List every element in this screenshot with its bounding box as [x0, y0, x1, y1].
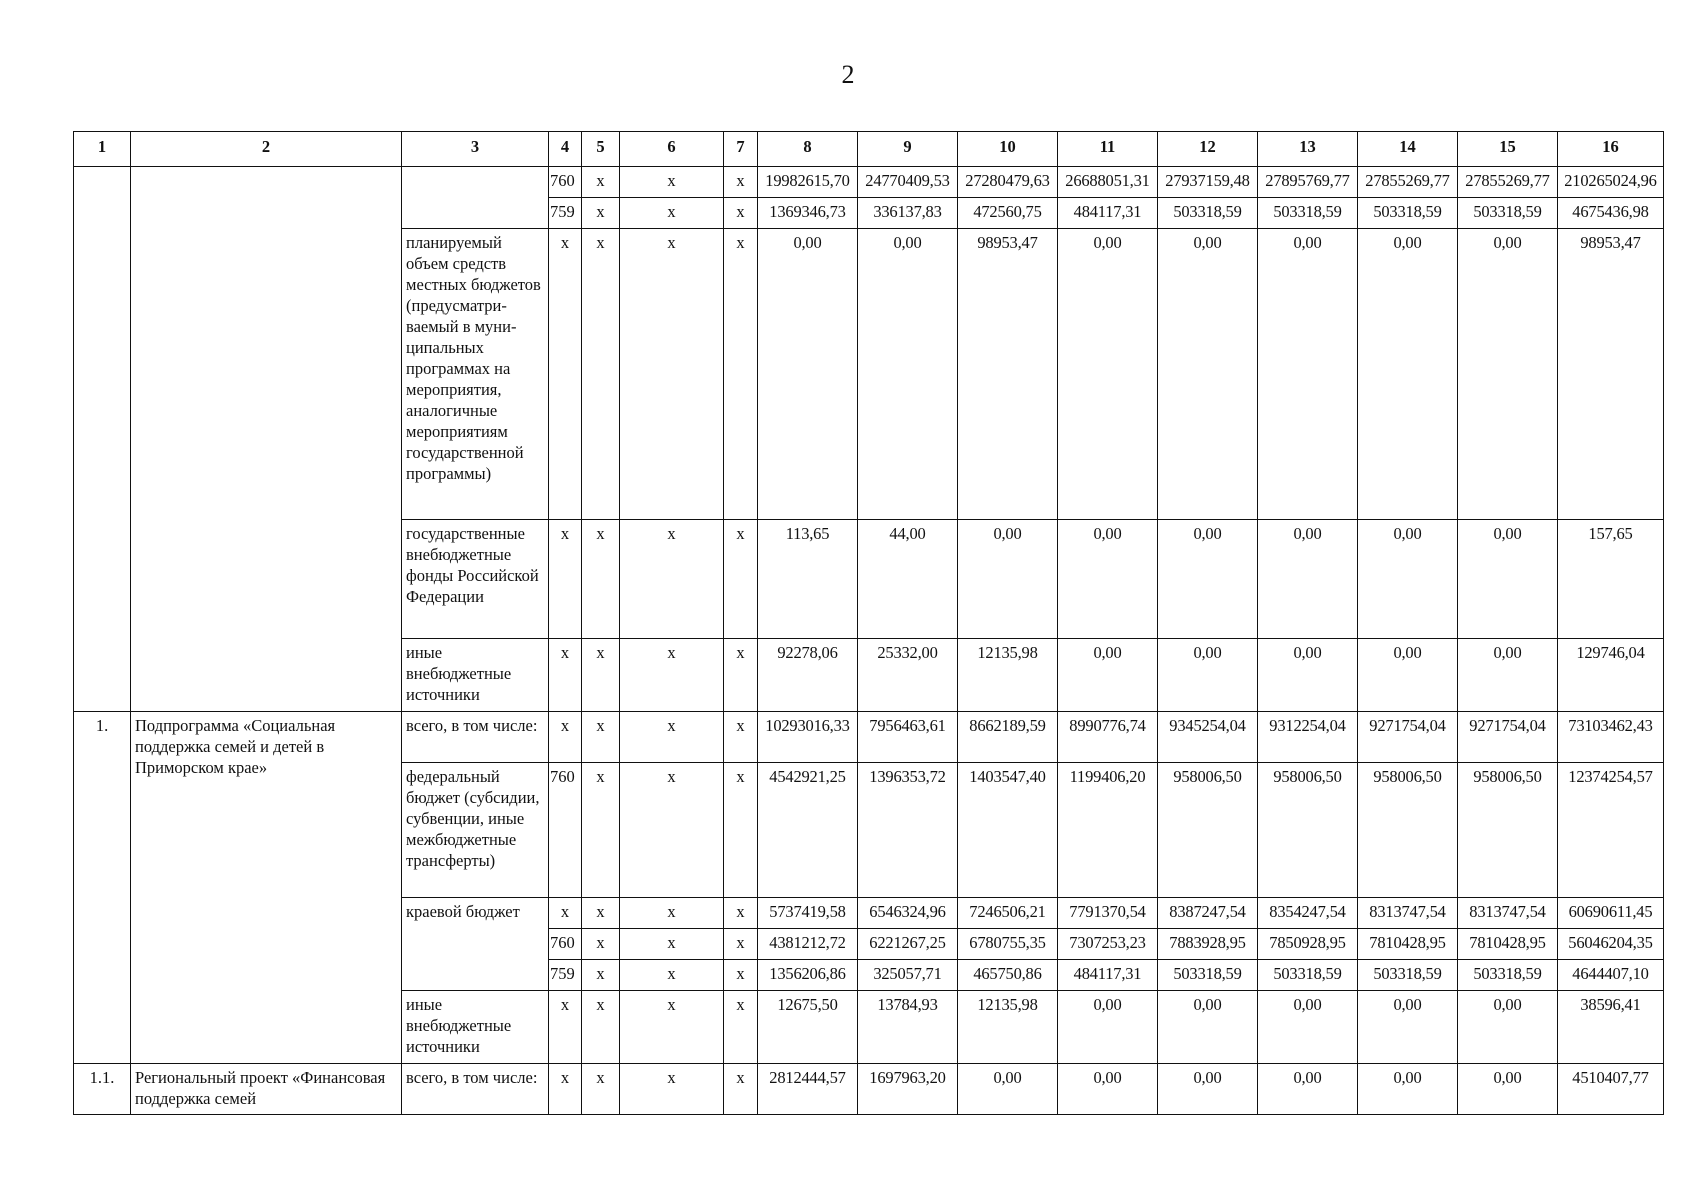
name-cell: Подпрограмма «Социальная поддержка семей и детей в Приморском крае» [131, 712, 402, 1064]
value-cell: 336137,83 [858, 198, 958, 229]
header-row [74, 132, 1664, 167]
value-cell: 4542921,25 [758, 763, 858, 898]
value-cell: 503318,59 [1158, 960, 1258, 991]
x-cell: х [620, 520, 724, 639]
total-cell: 98953,47 [1558, 229, 1664, 520]
header-cell: 16 [1558, 132, 1664, 167]
total-cell: 56046204,35 [1558, 929, 1664, 960]
value-cell: 0,00 [1158, 1064, 1258, 1115]
value-cell: 484117,31 [1058, 960, 1158, 991]
value-cell: 0,00 [758, 229, 858, 520]
value-cell: 503318,59 [1358, 960, 1458, 991]
x-cell: х [724, 960, 758, 991]
x-cell: х [724, 229, 758, 520]
total-cell: 60690611,45 [1558, 898, 1664, 929]
value-cell: 26688051,31 [1058, 167, 1158, 198]
x-cell: х [582, 520, 620, 639]
code-cell: 759 [549, 960, 582, 991]
code-cell: 759 [549, 198, 582, 229]
header-cell: 15 [1458, 132, 1558, 167]
value-cell: 0,00 [1258, 991, 1358, 1064]
x-cell: х [582, 639, 620, 712]
page-number: 2 [841, 60, 855, 89]
value-cell: 503318,59 [1458, 960, 1558, 991]
x-cell: х [582, 712, 620, 763]
value-cell: 9271754,04 [1458, 712, 1558, 763]
x-cell: х [620, 1064, 724, 1115]
index-cell: 1. [74, 712, 131, 1064]
value-cell: 1697963,20 [858, 1064, 958, 1115]
header-cell: 8 [758, 132, 858, 167]
x-cell: х [620, 198, 724, 229]
code-cell: х [549, 229, 582, 520]
source-cell: всего, в том числе: [402, 712, 549, 763]
value-cell: 7956463,61 [858, 712, 958, 763]
value-cell: 25332,00 [858, 639, 958, 712]
code-cell: 760 [549, 763, 582, 898]
code-cell: х [549, 991, 582, 1064]
value-cell: 0,00 [1458, 229, 1558, 520]
value-cell: 0,00 [958, 520, 1058, 639]
x-cell: х [620, 763, 724, 898]
value-cell: 0,00 [1058, 639, 1158, 712]
value-cell: 1369346,73 [758, 198, 858, 229]
value-cell: 5737419,58 [758, 898, 858, 929]
header-cell: 6 [620, 132, 724, 167]
x-cell: х [724, 167, 758, 198]
value-cell: 113,65 [758, 520, 858, 639]
x-cell: х [620, 898, 724, 929]
value-cell: 503318,59 [1458, 198, 1558, 229]
header-cell: 4 [549, 132, 582, 167]
value-cell: 24770409,53 [858, 167, 958, 198]
x-cell: х [620, 167, 724, 198]
total-cell: 129746,04 [1558, 639, 1664, 712]
value-cell: 958006,50 [1158, 763, 1258, 898]
value-cell: 8313747,54 [1458, 898, 1558, 929]
value-cell: 0,00 [1458, 1064, 1558, 1115]
header-cell: 3 [402, 132, 549, 167]
value-cell: 0,00 [1058, 991, 1158, 1064]
value-cell: 0,00 [1358, 639, 1458, 712]
value-cell: 0,00 [1458, 520, 1558, 639]
header-cell: 5 [582, 132, 620, 167]
value-cell: 7850928,95 [1258, 929, 1358, 960]
source-cell: федеральный бюджет (субсидии, субвенции, иные межбюджетные трансферты) [402, 763, 549, 898]
code-cell: х [549, 520, 582, 639]
value-cell: 7307253,23 [1058, 929, 1158, 960]
x-cell: х [582, 198, 620, 229]
x-cell: х [582, 991, 620, 1064]
value-cell: 0,00 [1258, 639, 1358, 712]
value-cell: 503318,59 [1258, 960, 1358, 991]
name-cell: Региональный проект «Финансовая поддержка семей [131, 1064, 402, 1115]
x-cell: х [724, 639, 758, 712]
value-cell: 98953,47 [958, 229, 1058, 520]
total-cell: 210265024,96 [1558, 167, 1664, 198]
index-cell: 1.1. [74, 1064, 131, 1115]
value-cell: 0,00 [1358, 1064, 1458, 1115]
value-cell: 325057,71 [858, 960, 958, 991]
total-cell: 4510407,77 [1558, 1064, 1664, 1115]
value-cell: 27937159,48 [1158, 167, 1258, 198]
value-cell: 0,00 [1458, 639, 1558, 712]
value-cell: 10293016,33 [758, 712, 858, 763]
x-cell: х [724, 1064, 758, 1115]
code-cell: 760 [549, 929, 582, 960]
value-cell: 7810428,95 [1458, 929, 1558, 960]
value-cell: 27855269,77 [1458, 167, 1558, 198]
x-cell: х [724, 520, 758, 639]
value-cell: 9345254,04 [1158, 712, 1258, 763]
index-cell [74, 167, 131, 712]
value-cell: 472560,75 [958, 198, 1058, 229]
value-cell: 7883928,95 [1158, 929, 1258, 960]
x-cell: х [620, 960, 724, 991]
x-cell: х [582, 898, 620, 929]
value-cell: 958006,50 [1458, 763, 1558, 898]
value-cell: 0,00 [1258, 229, 1358, 520]
value-cell: 1356206,86 [758, 960, 858, 991]
value-cell: 9271754,04 [1358, 712, 1458, 763]
value-cell: 8387247,54 [1158, 898, 1258, 929]
total-cell: 73103462,43 [1558, 712, 1664, 763]
header-cell: 11 [1058, 132, 1158, 167]
header-cell: 7 [724, 132, 758, 167]
value-cell: 12675,50 [758, 991, 858, 1064]
value-cell: 0,00 [1158, 229, 1258, 520]
value-cell: 503318,59 [1358, 198, 1458, 229]
x-cell: х [582, 1064, 620, 1115]
total-cell: 12374254,57 [1558, 763, 1664, 898]
x-cell: х [582, 929, 620, 960]
header-cell: 10 [958, 132, 1058, 167]
x-cell: х [620, 929, 724, 960]
budget-table [73, 131, 1664, 1115]
code-cell: 760 [549, 167, 582, 198]
code-cell: х [549, 898, 582, 929]
value-cell: 484117,31 [1058, 198, 1158, 229]
value-cell: 27855269,77 [1358, 167, 1458, 198]
value-cell: 4381212,72 [758, 929, 858, 960]
value-cell: 0,00 [1358, 229, 1458, 520]
x-cell: х [620, 991, 724, 1064]
value-cell: 0,00 [1358, 520, 1458, 639]
table-row [74, 167, 1664, 198]
value-cell: 1396353,72 [858, 763, 958, 898]
value-cell: 0,00 [1158, 639, 1258, 712]
total-cell: 38596,41 [1558, 991, 1664, 1064]
x-cell: х [724, 712, 758, 763]
x-cell: х [582, 229, 620, 520]
value-cell: 0,00 [958, 1064, 1058, 1115]
value-cell: 0,00 [1458, 991, 1558, 1064]
value-cell: 19982615,70 [758, 167, 858, 198]
value-cell: 8313747,54 [1358, 898, 1458, 929]
value-cell: 0,00 [1058, 520, 1158, 639]
value-cell: 0,00 [1258, 520, 1358, 639]
total-cell: 157,65 [1558, 520, 1664, 639]
x-cell: х [620, 639, 724, 712]
value-cell: 7810428,95 [1358, 929, 1458, 960]
table-row [74, 712, 1664, 763]
header-cell: 2 [131, 132, 402, 167]
x-cell: х [724, 898, 758, 929]
value-cell: 12135,98 [958, 639, 1058, 712]
source-cell: иные внебюджетные источники [402, 991, 549, 1064]
source-cell: государственные внебюджетные фонды Российской Федерации [402, 520, 549, 639]
value-cell: 958006,50 [1258, 763, 1358, 898]
x-cell: х [582, 960, 620, 991]
value-cell: 92278,06 [758, 639, 858, 712]
source-cell: всего, в том числе: [402, 1064, 549, 1115]
value-cell: 7791370,54 [1058, 898, 1158, 929]
code-cell: х [549, 1064, 582, 1115]
value-cell: 27895769,77 [1258, 167, 1358, 198]
x-cell: х [582, 763, 620, 898]
value-cell: 503318,59 [1258, 198, 1358, 229]
value-cell: 8354247,54 [1258, 898, 1358, 929]
value-cell: 0,00 [1058, 229, 1158, 520]
x-cell: х [620, 229, 724, 520]
source-cell: иные внебюджетные источники [402, 639, 549, 712]
x-cell: х [724, 991, 758, 1064]
table-row [74, 1064, 1664, 1115]
x-cell: х [724, 763, 758, 898]
header-cell: 1 [74, 132, 131, 167]
x-cell: х [724, 929, 758, 960]
source-cell: краевой бюджет [402, 898, 549, 991]
value-cell: 0,00 [1358, 991, 1458, 1064]
value-cell: 12135,98 [958, 991, 1058, 1064]
x-cell: х [724, 198, 758, 229]
value-cell: 503318,59 [1158, 198, 1258, 229]
value-cell: 8662189,59 [958, 712, 1058, 763]
header-cell: 14 [1358, 132, 1458, 167]
source-cell: планируемый объем средств местных бюджетов (предусматри-ваемый в муни-ципальных программах на мероприятия, аналогичные мероприятиям государственной программы) [402, 229, 549, 520]
value-cell: 7246506,21 [958, 898, 1058, 929]
value-cell: 8990776,74 [1058, 712, 1158, 763]
value-cell: 2812444,57 [758, 1064, 858, 1115]
code-cell: х [549, 639, 582, 712]
header-cell: 13 [1258, 132, 1358, 167]
value-cell: 958006,50 [1358, 763, 1458, 898]
value-cell: 0,00 [1058, 1064, 1158, 1115]
value-cell: 27280479,63 [958, 167, 1058, 198]
code-cell: х [549, 712, 582, 763]
value-cell: 13784,93 [858, 991, 958, 1064]
value-cell: 6221267,25 [858, 929, 958, 960]
x-cell: х [620, 712, 724, 763]
value-cell: 0,00 [1158, 991, 1258, 1064]
header-cell: 9 [858, 132, 958, 167]
value-cell: 44,00 [858, 520, 958, 639]
value-cell: 1403547,40 [958, 763, 1058, 898]
value-cell: 0,00 [858, 229, 958, 520]
value-cell: 1199406,20 [1058, 763, 1158, 898]
header-cell: 12 [1158, 132, 1258, 167]
name-cell [131, 167, 402, 712]
value-cell: 0,00 [1258, 1064, 1358, 1115]
value-cell: 9312254,04 [1258, 712, 1358, 763]
x-cell: х [582, 167, 620, 198]
total-cell: 4644407,10 [1558, 960, 1664, 991]
value-cell: 465750,86 [958, 960, 1058, 991]
value-cell: 0,00 [1158, 520, 1258, 639]
source-cell [402, 167, 549, 229]
value-cell: 6780755,35 [958, 929, 1058, 960]
total-cell: 4675436,98 [1558, 198, 1664, 229]
value-cell: 6546324,96 [858, 898, 958, 929]
